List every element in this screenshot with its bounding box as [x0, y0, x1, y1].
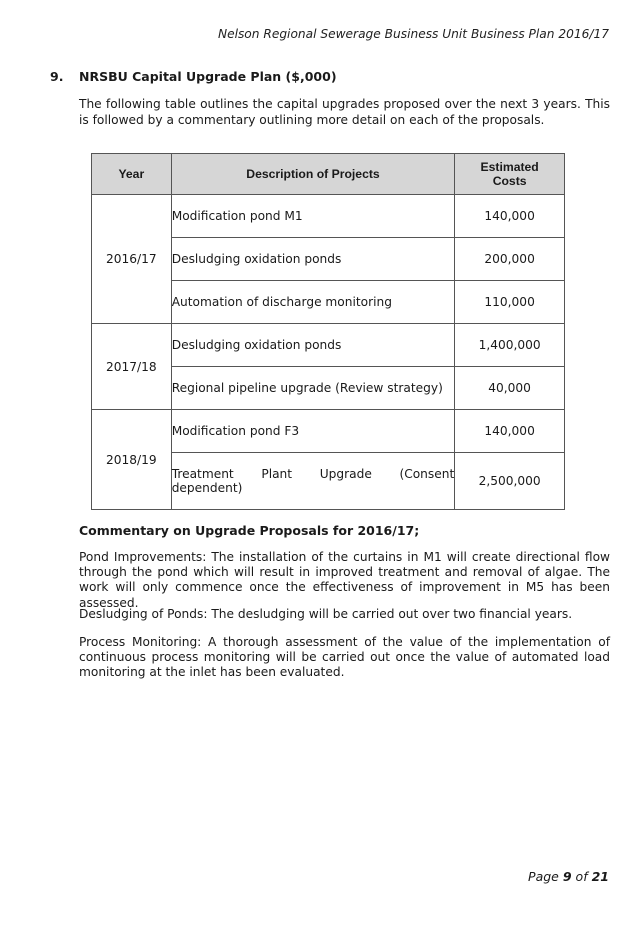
page-total: 21	[591, 869, 609, 884]
description-cell: Treatment Plant Upgrade (Consent dependent)	[171, 453, 455, 510]
description-cell: Modification pond F3	[171, 410, 455, 453]
year-cell: 2017/18	[92, 324, 172, 410]
table-row	[92, 195, 565, 238]
page-of: of	[575, 869, 588, 884]
commentary-heading: Commentary on Upgrade Proposals for 2016/17;	[79, 523, 420, 538]
header-costs-line1: Estimated	[480, 160, 539, 174]
cost-cell: 140,000	[455, 195, 565, 238]
year-cell: 2018/19	[92, 410, 172, 510]
description-cell: Modification pond M1	[171, 195, 455, 238]
page-current: 9	[562, 869, 572, 884]
description-cell: Desludging oxidation ponds	[171, 324, 455, 367]
header-costs	[455, 154, 565, 195]
year-cell: 2016/17	[92, 195, 172, 324]
section-title: NRSBU Capital Upgrade Plan ($,000)	[79, 69, 337, 84]
cost-cell: 140,000	[455, 410, 565, 453]
commentary-paragraph-process-monitoring: Process Monitoring: A thorough assessment of the value of the implementation of continuous process monitoring will be carried out once the value of automated load monitoring at the inlet has been evaluated.	[79, 635, 610, 680]
description-cell: Regional pipeline upgrade (Review strategy)	[171, 367, 455, 410]
page-number	[528, 869, 609, 884]
cost-cell: 110,000	[455, 281, 565, 324]
cost-cell: 2,500,000	[455, 453, 565, 510]
header-costs-line2: Costs	[492, 174, 527, 188]
description-cell: Desludging oxidation ponds	[171, 238, 455, 281]
capital-upgrade-table	[91, 153, 565, 510]
section-number: 9.	[50, 69, 64, 84]
section-intro: The following table outlines the capital upgrades proposed over the next 3 years. This is followed by a commentary outlining more detail on each of the proposals.	[79, 97, 610, 127]
commentary-paragraph-pond-improvements: Pond Improvements: The installation of the curtains in M1 will create directional flow through the pond which will result in improved treatment and removal of algae. The work will only commence once the effectiveness of improvement in M5 has been assessed.	[79, 550, 610, 610]
table-row	[92, 324, 565, 367]
document-header: Nelson Regional Sewerage Business Unit Business Plan 2016/17	[217, 27, 609, 41]
header-description: Description of Projects	[171, 154, 455, 195]
description-cell: Automation of discharge monitoring	[171, 281, 455, 324]
table-header-row	[92, 154, 565, 195]
cost-cell: 1,400,000	[455, 324, 565, 367]
commentary-paragraph-desludging: Desludging of Ponds: The desludging will be carried out over two financial years.	[79, 607, 573, 621]
header-year: Year	[92, 154, 172, 195]
page-prefix: Page	[528, 869, 559, 884]
cost-cell: 200,000	[455, 238, 565, 281]
cost-cell: 40,000	[455, 367, 565, 410]
table-row	[92, 410, 565, 453]
